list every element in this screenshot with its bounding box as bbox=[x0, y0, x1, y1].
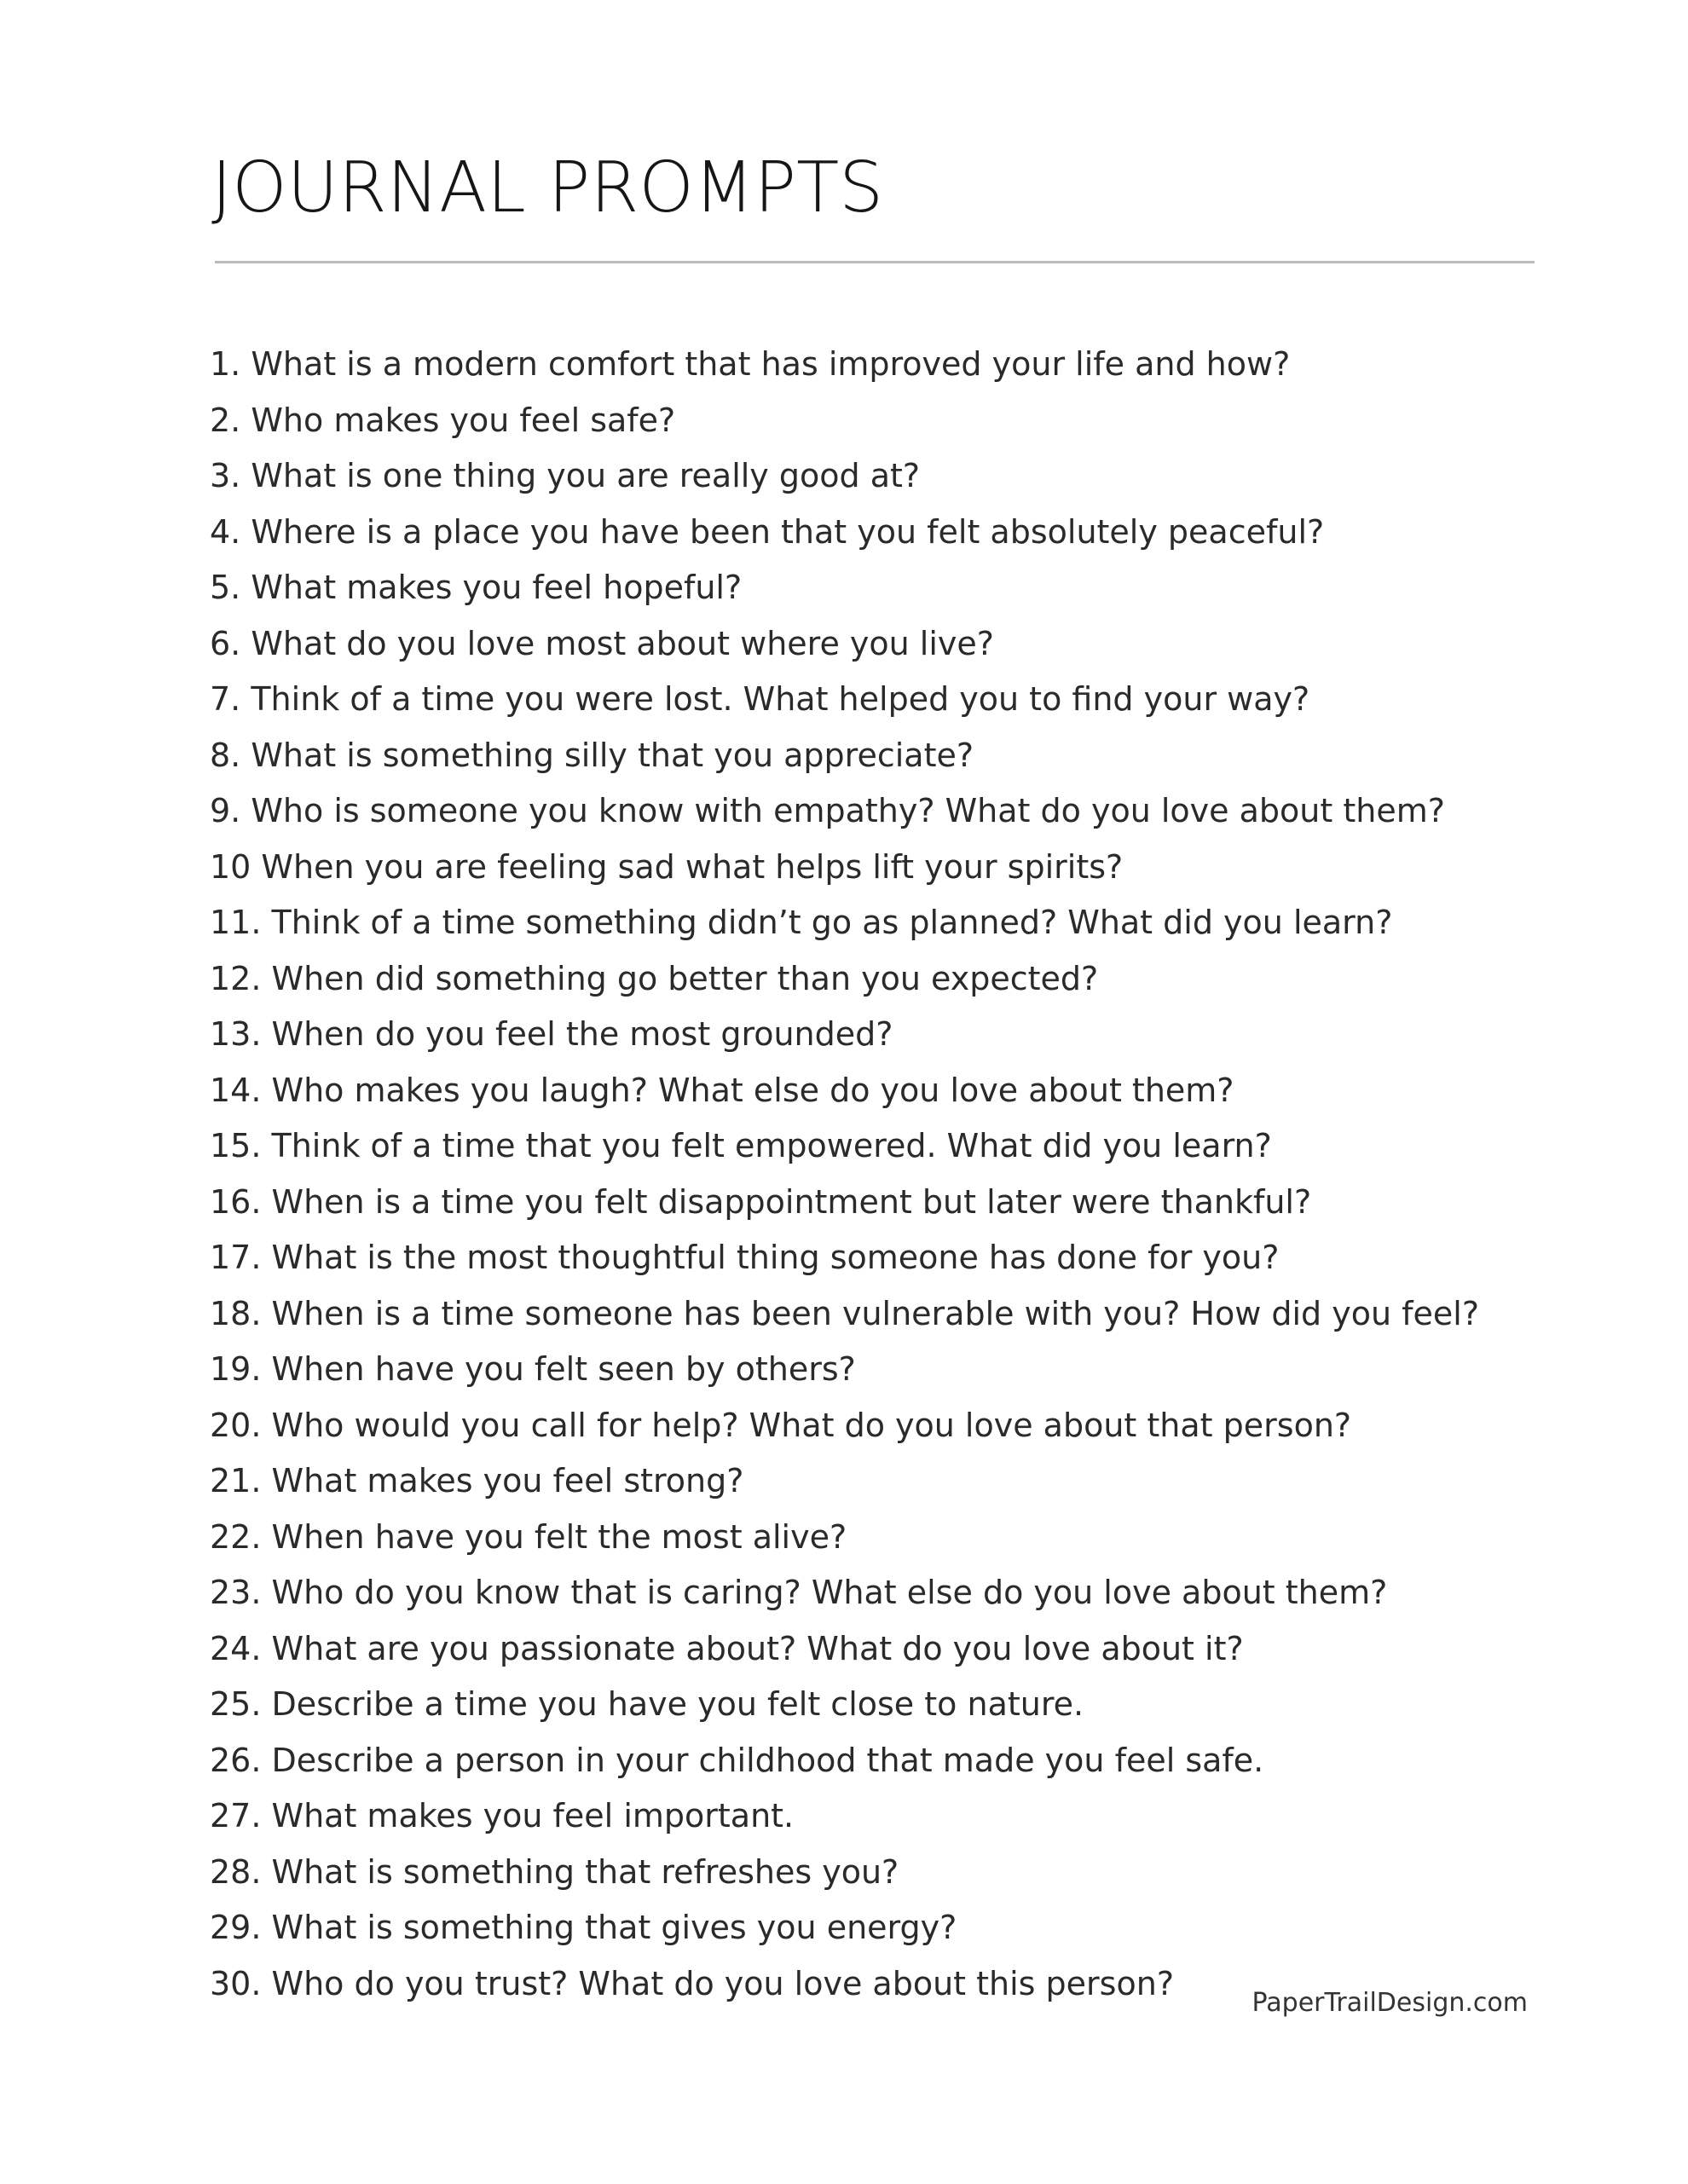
prompt-item: 27. What makes you feel important. bbox=[210, 1797, 795, 1834]
prompt-item: 28. What is something that refreshes you? bbox=[210, 1852, 899, 1891]
prompt-item: 29. What is something that gives you energy? bbox=[210, 1909, 957, 1946]
prompt-item: 9. Who is someone you know with empathy? What do you love about them? bbox=[210, 792, 1445, 829]
prompt-item: 1. What is a modern comfort that has improved your life and how? bbox=[210, 345, 1291, 383]
prompt-item: 4. Where is a place you have been that you felt absolutely peaceful? bbox=[210, 512, 1325, 551]
prompt-item: 18. When is a time someone has been vulnerable with you? How did you feel? bbox=[210, 1294, 1479, 1332]
page-title: JOURNAL PROMPTS bbox=[211, 147, 884, 228]
prompt-list bbox=[210, 337, 1479, 2012]
prompt-item: 8. What is something silly that you appreciate? bbox=[210, 736, 974, 774]
prompt-item: 26. Describe a person in your childhood that made you feel safe. bbox=[210, 1741, 1264, 1779]
prompt-item: 19. When have you felt seen by others? bbox=[210, 1350, 856, 1388]
prompt-item: 17. What is the most thoughtful thing someone has done for you? bbox=[210, 1239, 1280, 1276]
prompt-item: 21. What makes you feel strong? bbox=[210, 1462, 744, 1499]
prompt-item: 14. Who makes you laugh? What else do you love about them? bbox=[210, 1071, 1234, 1109]
prompt-item: 16. When is a time you felt disappointment but later were thankful? bbox=[210, 1182, 1312, 1221]
prompt-item: 13. When do you feel the most grounded? bbox=[210, 1015, 893, 1053]
prompt-item: 7. Think of a time you were lost. What helped you to find your way? bbox=[210, 680, 1310, 718]
prompt-item: 15. Think of a time that you felt empowered. What did you learn? bbox=[210, 1127, 1272, 1164]
prompt-item: 3. What is one thing you are really good at? bbox=[210, 457, 921, 494]
prompt-item: 30. Who do you trust? What do you love about this person? bbox=[210, 1964, 1174, 2002]
prompt-item: 12. When did something go better than you expected? bbox=[210, 959, 1099, 997]
prompt-item: 22. When have you felt the most alive? bbox=[210, 1517, 847, 1556]
prompt-item: 20. Who would you call for help? What do you love about that person? bbox=[210, 1406, 1352, 1444]
prompt-item: 11. Think of a time something didn’t go as planned? What did you learn? bbox=[210, 904, 1393, 941]
prompt-item: 24. What are you passionate about? What do you love about it? bbox=[210, 1629, 1244, 1667]
title-divider bbox=[215, 261, 1535, 263]
footer-website: PaperTrailDesign.com bbox=[1252, 1988, 1528, 2018]
prompt-item: 25. Describe a time you have you felt close to nature. bbox=[210, 1685, 1084, 1723]
prompt-item: 10 When you are feeling sad what helps lift your spirits? bbox=[210, 847, 1124, 886]
prompt-item: 23. Who do you know that is caring? What else do you love about them? bbox=[210, 1574, 1388, 1611]
prompt-item: 2. Who makes you feel safe? bbox=[210, 401, 676, 439]
prompt-item: 6. What do you love most about where you live? bbox=[210, 624, 994, 662]
prompt-item: 5. What makes you feel hopeful? bbox=[210, 569, 743, 606]
